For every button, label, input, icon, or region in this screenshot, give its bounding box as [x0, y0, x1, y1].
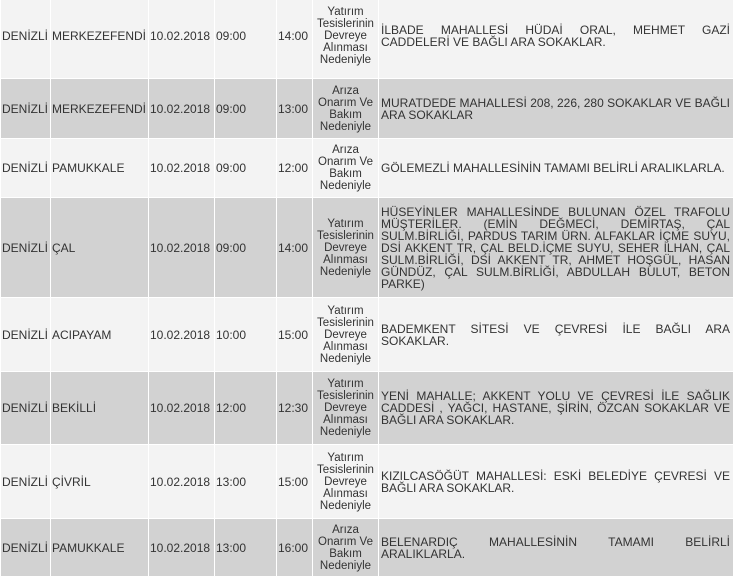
end-time-cell: 13:00: [277, 79, 313, 139]
table-row: [1, 372, 734, 445]
end-time-cell: 15:00: [277, 298, 313, 372]
description-cell: HÜSEYİNLER MAHALLESİNDE BULUNAN ÖZEL TRAFOLU MÜŞTERİLER. (EMİN DEĞMECİ, DEMİRTAŞ, ÇAL SULM.BİRLİĞİ, PARDUS TARIM ÜRN. ALFAKLAR İÇME SUYU, DSİ AKKENT TR, ÇAL BELD.İÇME SUYU, SEHER İLHAN, ÇAL SULM.BİRLİĞİ, DSİ AKKENT TR, AHMET HOŞGÜL, HASAN GÜNDÜZ, ÇAL SULM.BİRLİĞİ, ABDULLAH BULUT, BETON PARKE): [379, 198, 734, 298]
date-cell: 10.02.2018: [149, 79, 215, 139]
district-cell: ACIPAYAM: [51, 298, 149, 372]
district-cell: MERKEZEFENDİ: [51, 79, 149, 139]
description-cell: KIZILCASÖĞÜT MAHALLESİ: ESKİ BELEDİYE ÇEVRESİ VE BAĞLI ARA SOKAKLAR.: [379, 445, 734, 519]
district-cell: PAMUKKALE: [51, 139, 149, 198]
start-time-cell: 09:00: [215, 198, 277, 298]
start-time-cell: 09:00: [215, 139, 277, 198]
date-cell: 10.02.2018: [149, 198, 215, 298]
city-cell: DENİZLİ: [1, 0, 51, 79]
city-cell: DENİZLİ: [1, 372, 51, 445]
end-time-cell: 12:30: [277, 372, 313, 445]
reason-cell: Arıza Onarım Ve Bakım Nedeniyle: [313, 519, 379, 577]
reason-cell: Yatırım Tesislerinin Devreye Alınması Nedeniyle: [313, 372, 379, 445]
description-cell: BADEMKENT SİTESİ VE ÇEVRESİ İLE BAĞLI ARA SOKAKLAR.: [379, 298, 734, 372]
table-row: [1, 298, 734, 372]
table-row: [1, 519, 734, 577]
end-time-cell: 12:00: [277, 139, 313, 198]
reason-cell: Yatırım Tesislerinin Devreye Alınması Nedeniyle: [313, 0, 379, 79]
district-cell: ÇİVRİL: [51, 445, 149, 519]
table-row: [1, 79, 734, 139]
table-row: [1, 198, 734, 298]
city-cell: DENİZLİ: [1, 79, 51, 139]
district-cell: MERKEZEFENDİ: [51, 0, 149, 79]
reason-cell: Yatırım Tesislerinin Devreye Alınması Nedeniyle: [313, 445, 379, 519]
table-row: [1, 0, 734, 79]
date-cell: 10.02.2018: [149, 0, 215, 79]
date-cell: 10.02.2018: [149, 298, 215, 372]
start-time-cell: 09:00: [215, 0, 277, 79]
district-cell: ÇAL: [51, 198, 149, 298]
city-cell: DENİZLİ: [1, 519, 51, 577]
start-time-cell: 12:00: [215, 372, 277, 445]
start-time-cell: 10:00: [215, 298, 277, 372]
city-cell: DENİZLİ: [1, 445, 51, 519]
district-cell: BEKİLLİ: [51, 372, 149, 445]
city-cell: DENİZLİ: [1, 139, 51, 198]
city-cell: DENİZLİ: [1, 298, 51, 372]
reason-cell: Arıza Onarım Ve Bakım Nedeniyle: [313, 79, 379, 139]
date-cell: 10.02.2018: [149, 445, 215, 519]
date-cell: 10.02.2018: [149, 139, 215, 198]
end-time-cell: 14:00: [277, 0, 313, 79]
reason-cell: Yatırım Tesislerinin Devreye Alınması Nedeniyle: [313, 298, 379, 372]
end-time-cell: 16:00: [277, 519, 313, 577]
end-time-cell: 15:00: [277, 445, 313, 519]
reason-cell: Yatırım Tesislerinin Devreye Alınması Nedeniyle: [313, 198, 379, 298]
start-time-cell: 13:00: [215, 519, 277, 577]
description-cell: GÖLEMEZLİ MAHALLESİNİN TAMAMI BELİRLİ ARALIKLARLA.: [379, 139, 734, 198]
reason-cell: Arıza Onarım Ve Bakım Nedeniyle: [313, 139, 379, 198]
description-cell: BELENARDIÇ MAHALLESİNİN TAMAMI BELİRLİ ARALIKLARLA.: [379, 519, 734, 577]
table-row: [1, 139, 734, 198]
description-cell: MURATDEDE MAHALLESİ 208, 226, 280 SOKAKLAR VE BAĞLI ARA SOKAKLAR: [379, 79, 734, 139]
description-cell: İLBADE MAHALLESİ HÜDAİ ORAL, MEHMET GAZİ CADDELERİ VE BAĞLI ARA SOKAKLAR.: [379, 0, 734, 79]
description-cell: YENİ MAHALLE; AKKENT YOLU VE ÇEVRESİ İLE SAĞLIK CADDESİ , YAĞCI, HASTANE, ŞİRİN, ÖZCAN SOKAKLAR VE BAĞLI ARA SOKAKLAR.: [379, 372, 734, 445]
end-time-cell: 14:00: [277, 198, 313, 298]
district-cell: PAMUKKALE: [51, 519, 149, 577]
date-cell: 10.02.2018: [149, 519, 215, 577]
start-time-cell: 13:00: [215, 445, 277, 519]
start-time-cell: 09:00: [215, 79, 277, 139]
table-row: [1, 445, 734, 519]
date-cell: 10.02.2018: [149, 372, 215, 445]
city-cell: DENİZLİ: [1, 198, 51, 298]
